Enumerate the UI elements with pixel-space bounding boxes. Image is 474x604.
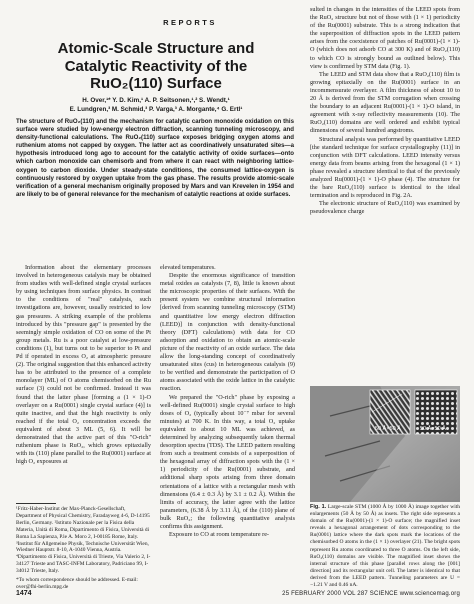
- abstract: The structure of RuO₂(110) and the mechanism for catalytic carbon monoxide oxidation on this surface were studied by low-energy electron diffraction, scanning tunneling microscopy, and density-functional calculations. The RuO₂(110) surface exposes bridging oxygen atoms and ruthenium atoms not capped by oxygen. The latter act as coordinatively unsaturated sites—a hypothesis introduced long ago to account for the catalytic activity of oxide surfaces—onto which carbon monoxide can chemisorb and from where it can react with neighboring lattice-oxygen to carbon dioxide. Under steady-state conditions, the consumed lattice-oxygen is continuously restored by oxygen uptake from the gas phase. The results provide atomic-scale verification of a general mechanism originally proposed by Mars and van Krevelen in 1954 and are likely to be of general relevance for the mechanism of catalytic reactions at oxide surfaces.: [16, 118, 294, 198]
- body-column-2: [160, 264, 295, 539]
- article-title: [16, 40, 296, 93]
- title-line: RuO₂(110) Surface: [90, 75, 222, 92]
- caption-title: Fig. 1.: [310, 504, 327, 510]
- affiliations: ¹Fritz-Haber-Institut der Max-Planck-Gesellschaft, Department of Physical Chemistry, Faradayweg 4-6, D-14195 Berlin, Germany. ²Istituto Nazionale per la Fisica della Materia, Unità di Roma, Dipartimento di Fisica, Università di Roma La Sapienza, P.le A. Moro 2, I-00185 Rome, Italy. ³Institut für Allgemeine Physik, Technische Universität Wien, Wiedner Hauptstr. 8-10, A-1040 Vienna, Austria. ⁴Dipartimento di Fisica, Università di Trieste, Via Valerio 2, I-34127 Trieste and TASC-INFM Laboratory, Padriciano 99, I-34012 Trieste, Italy.: [16, 506, 151, 575]
- authors-line: E. Lundgren,³ M. Schmid,³ P. Varga,³ A. Morgante,⁴ G. Ertl¹: [69, 105, 243, 113]
- inset-b-label: 50 Å×50 Å: [420, 426, 446, 432]
- correspondence-note: *To whom correspondence should be addressed. E-mail: over@fhi-berlin.mpg.de: [16, 577, 138, 590]
- section-label: REPORTS: [163, 18, 217, 27]
- paragraph: Information about the elementary processes involved in heterogeneous catalysis may be obtained from studies with well-defined single crystal surfaces by using techniques from surface physics. In contrast to the conditions of "real" catalysis, such investigations are, however, usually restricted to low gas pressures. A striking example of the problems introduced by this "pressure gap" is presented by the seemingly simple oxidation of CO on some of the Pt group metals. Ru is a poor catalyst at low-pressure conditions (1), but turns out to be superior to Pt and Pd if operated in excess O₂ at atmospheric pressure (2). The original suggestion that this enhanced activity has to be attributed to the presence of a complete monolayer (ML) of O atoms chemisorbed on the Ru surface (3) could not be confirmed. Instead it was found that the latter phase [forming a (1 × 1)-O overlayer on a Ru(0001) single crystal surface (4)] is quite inactive, and that the high reactivity is only reached if the total O₂ concentration exceeds the equivalent of about 3 ML (5, 6). It will be demonstrated that the active part of this "O-rich" ruthenium phase is RuO₂, which grows epitaxially with its (110) plane parallel to the Ru(0001) surface at high O₂ exposures at: [16, 264, 151, 466]
- affiliations-footnotes: [16, 503, 151, 591]
- page-footer: [16, 590, 460, 600]
- paragraph: sulted in changes in the intensities of the LEED spots from the RuO₂ structure but not of those with (1 × 1) periodicity of the Ru(0001) substrate. This is a strong indication that the superposition of diffraction spots in the LEED pattern arises from the coexistence of patches of Ru(0001)-(1 × 1)-O (which does not adsorb CO at 300 K) and of RuO₂(110) to which CO is strongly bound as outlined below). This view is confirmed by STM data (Fig. 1).: [310, 6, 460, 70]
- inset-a-label: 50 Å×50 Å: [375, 426, 401, 432]
- paragraph: The LEED and STM data show that a RuO₂(110) film is growing epitaxially on the Ru(0001) surface in an incommensurate overlayer. A film thickness of about 10 to 20 Å is derived from the STM corrugation when crossing the boundary to an adjacent Ru(0001)-(1 × 1)-O island, in agreement with x-ray reflectivity measurements (10). The RuO₂(110) domains are well ordered and exhibit typical dimensions of several hundred angstroms.: [310, 70, 460, 135]
- author-list: [16, 97, 296, 114]
- caption-text: Large-scale STM (1000 Å by 1000 Å) image together with enlargements (50 Å by 50 Å) as insets. The right side represents a domain of the Ru(0001)-(1 × 1)-O surface; the magnified inset reveals a hexagonal arrangement of dots corresponding to the Ru(0001) lattice where the dark spots mark the locations of the chemisorbed O atoms in the (1 × 1) overlayer (21). The bright spots represent Ru atoms coordinated to three O atoms. On the left side, RuO₂(110) domains are visible. The magnified inset shows the internal structure of this phase [parallel rows along the [001] direction] and its rectangular unit cell. The latter is identical to that derived from the LEED pattern. Tunneling parameters are U = −1.21 V and 0.46 nA.: [310, 504, 461, 589]
- journal-info: 25 FEBRUARY 2000 VOL 287 SCIENCE www.sciencemag.org: [282, 591, 460, 597]
- paragraph: The electronic structure of RuO₂(110) was examined by pseudovalence charge: [310, 200, 460, 216]
- title-line: Atomic-Scale Structure and: [57, 40, 255, 57]
- title-line: Catalytic Reactivity of the: [64, 57, 248, 75]
- authors-line: H. Over,¹* Y. D. Kim,¹ A. P. Seitsonen,¹,² S. Wendt,¹: [82, 97, 230, 104]
- paragraph: We prepared the "O-rich" phase by exposing a well-defined Ru(0001) single crystal surface to high doses of O₂ (typically about 10⁻⁷ mbar for several minutes) at 700 K. In this way, a total O₂ uptake equivalent to about 10 ML was achieved, as determined by analyzing subsequently taken thermal desorption spectra (TDS). The LEED pattern resulting from such a treatment consists of a superposition of the hexagonal array of diffraction spots with the (1 × 1) periodicity of the Ru(0001) substrate, and additional sharp spots arising from three domain orientations of a lattice with a rectangular mesh with dimensions (6.4 ± 0.3 Å) by 3.1 ± 0.2 Å). Within the limits of accuracy, the latter agree with the lattice parameters, (6.38 Å by 3.11 Å), of the (110) plane of bulk RuO₂; the following quantitative analysis confirms this assignment.: [160, 393, 295, 530]
- body-column-3: [310, 6, 460, 216]
- body-column-1: [16, 264, 151, 466]
- paragraph: Exposure to CO at room temperature re-: [169, 531, 269, 539]
- page-number: 1474: [16, 590, 32, 597]
- paragraph: Structural analysis was performed by quantitative LEED [the standard technique for surface crystallography (11)] in conjunction with DFT calculations. LEED intensity versus energy data from beams arising from the hexagonal (1 × 1) phase revealed a structure identical to that of the previously analyzed Ru(0001)-(1 × 1)-O phase (4). The structure for the bare RuO₂(110) surface is identical to the ideal termination and is reproduced in Fig. 2A.: [310, 135, 460, 200]
- figure-caption: [310, 504, 460, 589]
- footnote-rule: [16, 503, 56, 504]
- paragraph: elevated temperatures.: [160, 264, 216, 271]
- paragraph: Despite the enormous significance of transition metal oxides as catalysts (7, 8), little is known about the microscopic properties of their surfaces. With the present system we combine structural information [derived from scanning tunneling microscopy (STM) and quantitative low energy electron diffraction (LEED)] in conjunction with density-functional theory (DFT) calculations) with data for CO adsorption and oxidation to obtain an atomic-scale picture of the reactivity of an oxide surface. The data allow the long-standing concept of coordinatively unsaturated sites (cus) in heterogeneous catalysis (9) to be verified and demonstrate the participation of O atoms associated with the oxide lattice in the catalytic reaction.: [160, 272, 295, 393]
- stm-image: [310, 386, 460, 502]
